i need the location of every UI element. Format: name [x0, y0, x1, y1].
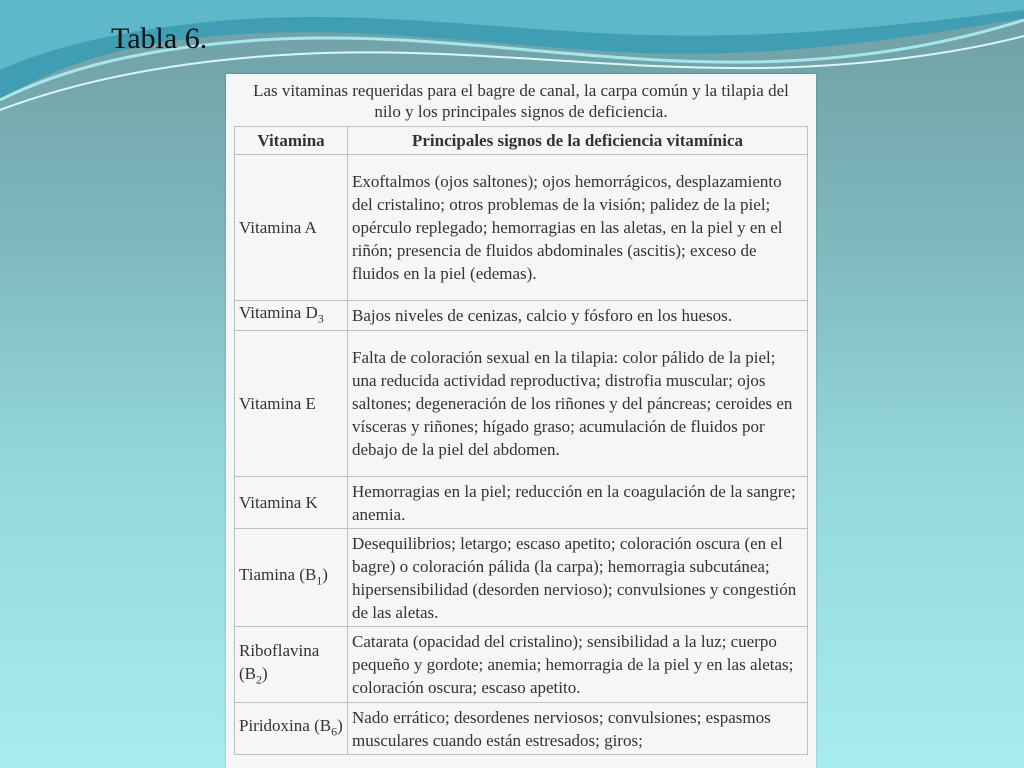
table-row — [235, 477, 808, 529]
vitamin-name: Tiamina $(B_1)$ — [235, 529, 348, 627]
table-caption: Las vitaminas requeridas para el bagre de canal, la carpa común y la tilapia del nilo y los principales signos de deficiencia. — [253, 81, 789, 121]
vitamin-name: Vitamina E — [235, 331, 348, 477]
table-row — [235, 703, 808, 755]
table-row — [235, 301, 808, 331]
deficiency-signs: Bajos niveles de cenizas, calcio y fósforo en los huesos. — [348, 301, 808, 331]
deficiency-signs: Exoftalmos (ojos saltones); ojos hemorrágicos, desplazamiento del cristalino; otros problemas de la visión; palidez de la piel; opérculo replegado; hemorragias en las aletas, en la piel y en el riñón; presencia de fluidos abdominales (ascitis); exceso de fluidos en la piel (edemas). — [348, 155, 808, 301]
slide-title: Tabla 6. — [111, 22, 208, 55]
table-row — [235, 331, 808, 477]
table-header-row — [235, 127, 808, 155]
deficiency-signs: Nado errático; desordenes nerviosos; convulsiones; espasmos musculares cuando están estresados; giros; — [348, 703, 808, 755]
vitamin-table — [234, 126, 808, 755]
table-row — [235, 529, 808, 627]
deficiency-signs: Catarata (opacidad del cristalino); sensibilidad a la luz; cuerpo pequeño y gordote; anemia; hemorragia de la piel y en las aletas; coloración oscura; escaso apetito. — [348, 627, 808, 703]
deficiency-signs: Hemorragias en la piel; reducción en la coagulación de la sangre; anemia. — [348, 477, 808, 529]
vitamin-name: Vitamina A — [235, 155, 348, 301]
vitamin-name: Vitamina K — [235, 477, 348, 529]
table-row — [235, 627, 808, 703]
header-signs: Principales signos de la deficiencia vitamínica — [348, 127, 808, 155]
vitamin-name: Riboflavina $(B_2)$ — [235, 627, 348, 703]
vitamin-name: Piridoxina $(B_6)$ — [235, 703, 348, 755]
header-vitamin: Vitamina — [235, 127, 348, 155]
table-row — [235, 155, 808, 301]
deficiency-signs: Falta de coloración sexual en la tilapia: color pálido de la piel; una reducida actividad reproductiva; distrofia muscular; ojos saltones; degeneración de los riñones y del páncreas; ceroides en vísceras y riñones; hígado graso; acumulación de fluidos por debajo de la piel del abdomen. — [348, 331, 808, 477]
deficiency-signs: Desequilibrios; letargo; escaso apetito; coloración oscura (en el bagre) o coloración pálida (la carpa); hemorragia subcutánea; hipersensibilidad (desorden nervioso); convulsiones y congestión de las aletas. — [348, 529, 808, 627]
table-scan-image — [226, 74, 816, 768]
vitamin-name: Vitamina $D_3$ — [235, 301, 348, 331]
